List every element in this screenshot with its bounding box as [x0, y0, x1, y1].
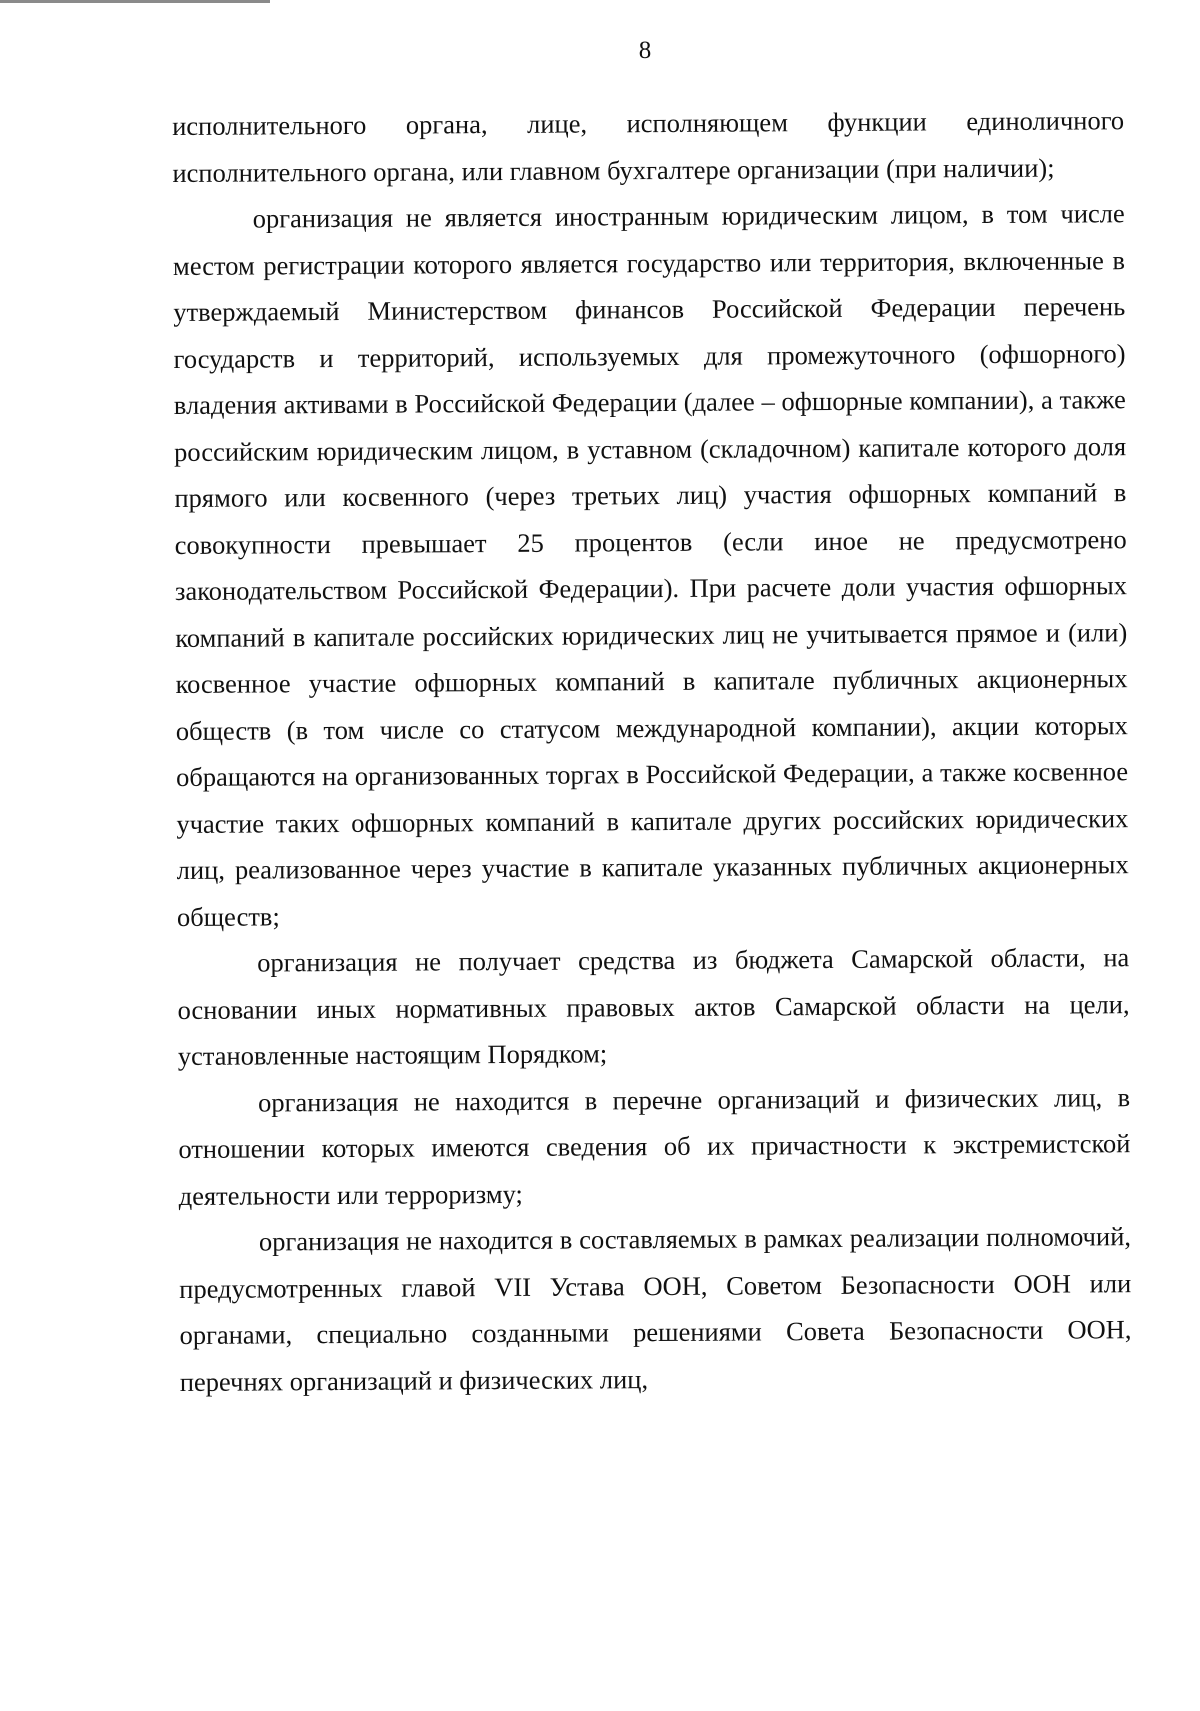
paragraph-un-lists: организация не находится в составляемых в рамках реализации полномочий, предусмотренных главой VII Устава ООН, Советом Безопасности ООН или органами, специально созданными решениями Совета Безопасности ООН, перечнях организаций и физических лиц,: [179, 1221, 1132, 1397]
paragraph-extremism-list: организация не находится в перечне организаций и физических лиц, в отношении которых имеются сведения об их причастности к экстремистской деятельности или терроризму;: [178, 1081, 1131, 1211]
scan-edge-line: [0, 0, 270, 3]
page-number: 8: [638, 37, 652, 64]
paragraph-continuation: исполнительного органа, лице, исполняющем функции единоличного исполнительного органа, или главном бухгалтере организации (при наличии);: [172, 105, 1125, 188]
paragraph-budget-funds: организация не получает средства из бюджета Самарской области, на основании иных нормативных правовых актов Самарской области на цели, установленные настоящим Порядком;: [177, 942, 1130, 1071]
document-body: [172, 97, 1132, 1405]
paragraph-offshore-requirement: организация не является иностранным юридическим лицом, в том числе местом регистрации которого является государство или территория, включенные в утверждаемый Министерством финансов Российской Федерации перечень государств и территорий, используемых для промежуточного (офшорного) владения активами в Российской Федерации (далее – офшорные компании), а также российским юридическим лицом, в уставном (складочном) капитале которого доля прямого или косвенного (через третьих лиц) участия офшорных компаний в совокупности превышает 25 процентов (если иное не предусмотрено законодательством Российской Федерации). При расчете доли участия офшорных компаний в капитале российских юридических лиц не учитывается прямое и (или) косвенное участие офшорных компаний в капитале публичных акционерных обществ (в том числе со статусом международной компании), акции которых обращаются на организованных торгах в Российской Федерации, а также косвенное участие таких офшорных компаний в капитале других российских юридических лиц, реализованное через участие в капитале указанных публичных акционерных обществ;: [172, 198, 1129, 932]
